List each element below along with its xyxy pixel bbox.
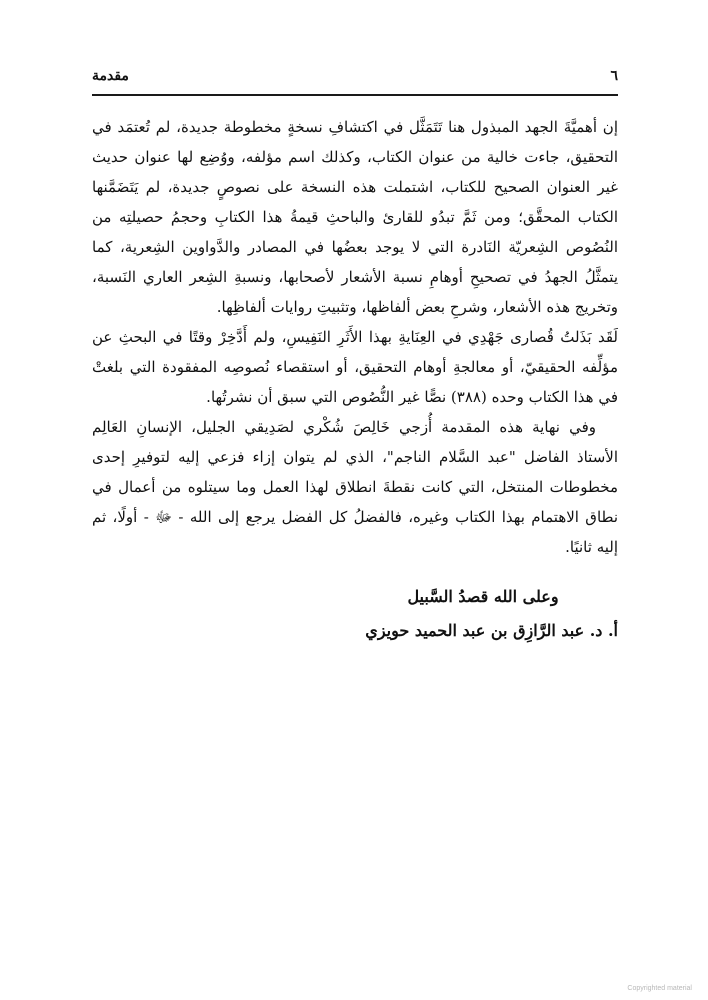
paragraph-importance: إن أهميَّةَ الجهد المبذول هنا تَتَمَثَّل في اكتشافِ نسخةٍ مخطوطة جديدة، لم تُعتمَد في التحقيق، جاءت خالية من عنوان الكتاب، وكذلك اسم مؤلفه، ووُضِع لها عنوان حديث غير العنوان الصحيح للكتاب، اشتملت هذه النسخة على نصوصٍ جديدة، لم يَتَضَمَّنها الكتاب المحقَّق؛ ومن ثَمَّ تبدُو للقارئ والباحثِ قيمةُ هذا الكتابِ وحجمُ حصيلتِه من النُصُوص الشِعريّة النَادرة التي لا يوجد بعضُها في المصادر والدَّواوين الشِعرية، كما يتمثَّلُ الجهدُ في تصحيحِ أوهامِ نسبة الأشعار لأصحابها، ونسبةِ الشِعر العاري النَسبة، وتخريج هذه الأشعار، وشرحِ بعض ألفاظها، وتثبيتِ روايات ألفاظِها. [92,118,618,316]
running-header [92,64,618,96]
copyright-watermark: Copyrighted material [627,985,692,992]
body-text [92,112,618,562]
paragraph-effort: لَقَد بَذَلتُ قُصارى جَهْدِي في العِنَايةِ بهذا الأَثَرِ النَفِيسِ، ولم أَدَّخِرْ وقتًا في البحثِ عن مؤلِّفه الحقيقيّ، أو معالجةِ أوهام التحقيق، أو استقصاء نُصوصِه المفقودة التي بلغتْ في هذا الكتاب وحده (٣٨٨) نصًّا غير النُّصُوص التي سبق أن نشرتُها. [92,328,618,406]
chapter-title: مقدمة [92,68,129,84]
book-page [92,0,618,688]
closing-phrase: وعلى الله قصدُ السَّبيل [407,587,559,606]
page-number: ٦ [610,68,618,84]
signature-block [298,580,618,648]
paragraph-acknowledgement: وفي نهاية هذه المقدمة أُزجي خَالِصَ شُكْري لصَدِيقي الجليل، الإنسانِ العَالِم الأستاذ الفاضل "عبد السَّلام الناجم"، الذي لم يتوان إزاء فزعي إليه لتوفيرِ إحدى مخطوطات المنتخل، التي كانت نقطةَ انطلاق لهذا العمل وما سيتلوه من أعمال في نطاق الاهتمام بهذا الكتاب وغيره، فالفضلُ كل الفضل يرجع إلى الله - ﷻ - أولًا، ثم إليه ثانيًا. [92,418,618,556]
author-name: أ. د. عبد الرَّازِق بن عبد الحميد حويزي [365,621,618,640]
